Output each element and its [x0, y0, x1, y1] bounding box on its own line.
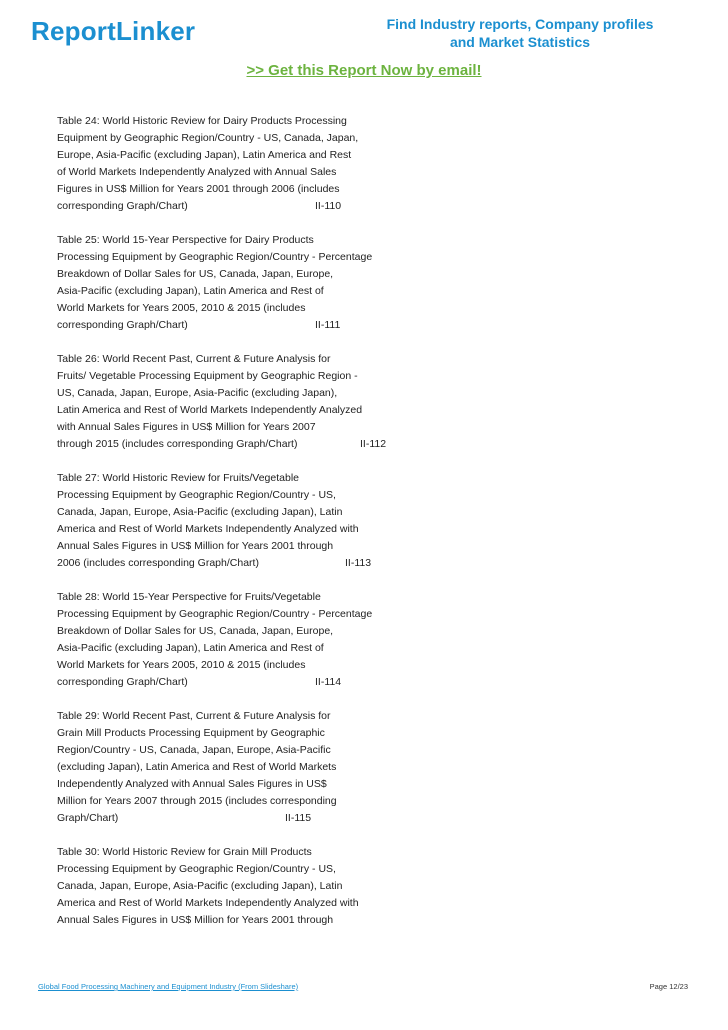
toc-entry-line: America and Rest of World Markets Independently Analyzed with: [57, 523, 359, 535]
toc-entry-line: Table 28: World 15-Year Perspective for Fruits/Vegetable: [57, 591, 321, 603]
toc-entry-line: US, Canada, Japan, Europe, Asia-Pacific (excluding Japan),: [57, 387, 338, 399]
toc-entry-line: Table 27: World Historic Review for Fruits/Vegetable: [57, 472, 299, 484]
toc-entry: [57, 232, 417, 334]
toc-entry-line: Figures in US$ Million for Years 2001 through 2006 (includes: [57, 183, 340, 195]
toc-entry-last-line: [57, 555, 417, 572]
toc-entry-line: Asia-Pacific (excluding Japan), Latin America and Rest of: [57, 285, 324, 297]
toc-entry-line: Processing Equipment by Geographic Region/Country - Percentage: [57, 608, 373, 620]
toc-page-reference: II-110: [315, 200, 342, 212]
toc-entry-line: (excluding Japan), Latin America and Rest of World Markets: [57, 761, 337, 773]
toc-entry-line: Annual Sales Figures in US$ Million for Years 2001 through: [57, 914, 334, 926]
toc-entry: [57, 708, 417, 827]
toc-page-reference: II-111: [315, 319, 341, 331]
reportlinker-logo[interactable]: ReportLinker: [31, 16, 196, 46]
toc-entry: [57, 113, 417, 215]
footer-page-number: Page 12/23: [649, 982, 688, 991]
toc-entry-line: corresponding Graph/Chart): [57, 200, 188, 212]
toc-entry-last-line: [57, 317, 417, 334]
toc-entry-last-line: [57, 810, 417, 827]
toc-entry-line: with Annual Sales Figures in US$ Million for Years 2007: [57, 421, 316, 433]
toc-entry-line: corresponding Graph/Chart): [57, 319, 188, 331]
toc-entry-line: Graph/Chart): [57, 812, 119, 824]
toc-entry-line: 2006 (includes corresponding Graph/Chart): [57, 557, 259, 569]
toc-entry-last-line: [57, 674, 417, 691]
toc-entry-line: World Markets for Years 2005, 2010 & 2015 (includes: [57, 302, 306, 314]
toc-entry: [57, 470, 417, 572]
toc-entry-line: World Markets for Years 2005, 2010 & 2015 (includes: [57, 659, 306, 671]
toc-entry-line: Annual Sales Figures in US$ Million for Years 2001 through: [57, 540, 334, 552]
header-tagline: [372, 15, 668, 51]
toc-entry-line: Asia-Pacific (excluding Japan), Latin America and Rest of: [57, 642, 324, 654]
toc-entry: [57, 589, 417, 691]
toc-page-reference: II-115: [285, 812, 312, 824]
toc-entry-line: through 2015 (includes corresponding Graph/Chart): [57, 438, 298, 450]
toc-entry-line: Million for Years 2007 through 2015 (includes corresponding: [57, 795, 337, 807]
toc-entry-line: Table 29: World Recent Past, Current & Future Analysis for: [57, 710, 331, 722]
toc-entry-line: Region/Country - US, Canada, Japan, Europe, Asia-Pacific: [57, 744, 331, 756]
footer-report-title-link[interactable]: Global Food Processing Machinery and Equipment Industry (From Slideshare): [38, 982, 299, 991]
toc-page-reference: II-114: [315, 676, 342, 688]
toc-entry-line: Breakdown of Dollar Sales for US, Canada, Japan, Europe,: [57, 625, 334, 637]
tagline-line-2: and Market Statistics: [449, 34, 591, 50]
toc-entry-line: Canada, Japan, Europe, Asia-Pacific (excluding Japan), Latin: [57, 506, 343, 518]
toc-entry-line: Breakdown of Dollar Sales for US, Canada, Japan, Europe,: [57, 268, 334, 280]
toc-page-reference: II-113: [345, 557, 372, 569]
toc-entry-line: Latin America and Rest of World Markets Independently Analyzed: [57, 404, 363, 416]
toc-entry-line: Table 30: World Historic Review for Grain Mill Products: [57, 846, 312, 858]
toc-entry-line: Table 26: World Recent Past, Current & Future Analysis for: [57, 353, 331, 365]
tagline-line-1: Find Industry reports, Company profiles: [386, 16, 654, 32]
get-report-email-link[interactable]: >> Get this Report Now by email!: [246, 62, 482, 79]
toc-entry: [57, 844, 417, 929]
toc-entry-line: America and Rest of World Markets Independently Analyzed with: [57, 897, 359, 909]
toc-entry-line: Independently Analyzed with Annual Sales Figures in US$: [57, 778, 327, 790]
toc-entry-line: Table 24: World Historic Review for Dairy Products Processing: [57, 115, 347, 127]
toc-entry-line: Processing Equipment by Geographic Region/Country - US,: [57, 489, 336, 501]
toc-page-reference: II-112: [360, 438, 387, 450]
toc-entry-line: Equipment by Geographic Region/Country - US, Canada, Japan,: [57, 132, 359, 144]
toc-entry: [57, 351, 417, 453]
toc-entry-line: Europe, Asia-Pacific (excluding Japan), Latin America and Rest: [57, 149, 352, 161]
toc-entry-line: Processing Equipment by Geographic Region/Country - US,: [57, 863, 336, 875]
toc-entry-line: Canada, Japan, Europe, Asia-Pacific (excluding Japan), Latin: [57, 880, 343, 892]
toc-entry-line: Grain Mill Products Processing Equipment by Geographic: [57, 727, 325, 739]
table-of-contents-list: [57, 113, 417, 946]
toc-entry-last-line: [57, 198, 417, 215]
toc-entry-line: Fruits/ Vegetable Processing Equipment by Geographic Region -: [57, 370, 358, 382]
toc-entry-line: corresponding Graph/Chart): [57, 676, 188, 688]
toc-entry-line: Processing Equipment by Geographic Region/Country - Percentage: [57, 251, 373, 263]
toc-entry-line: of World Markets Independently Analyzed with Annual Sales: [57, 166, 337, 178]
toc-entry-line: Table 25: World 15-Year Perspective for Dairy Products: [57, 234, 314, 246]
toc-entry-last-line: [57, 436, 417, 453]
